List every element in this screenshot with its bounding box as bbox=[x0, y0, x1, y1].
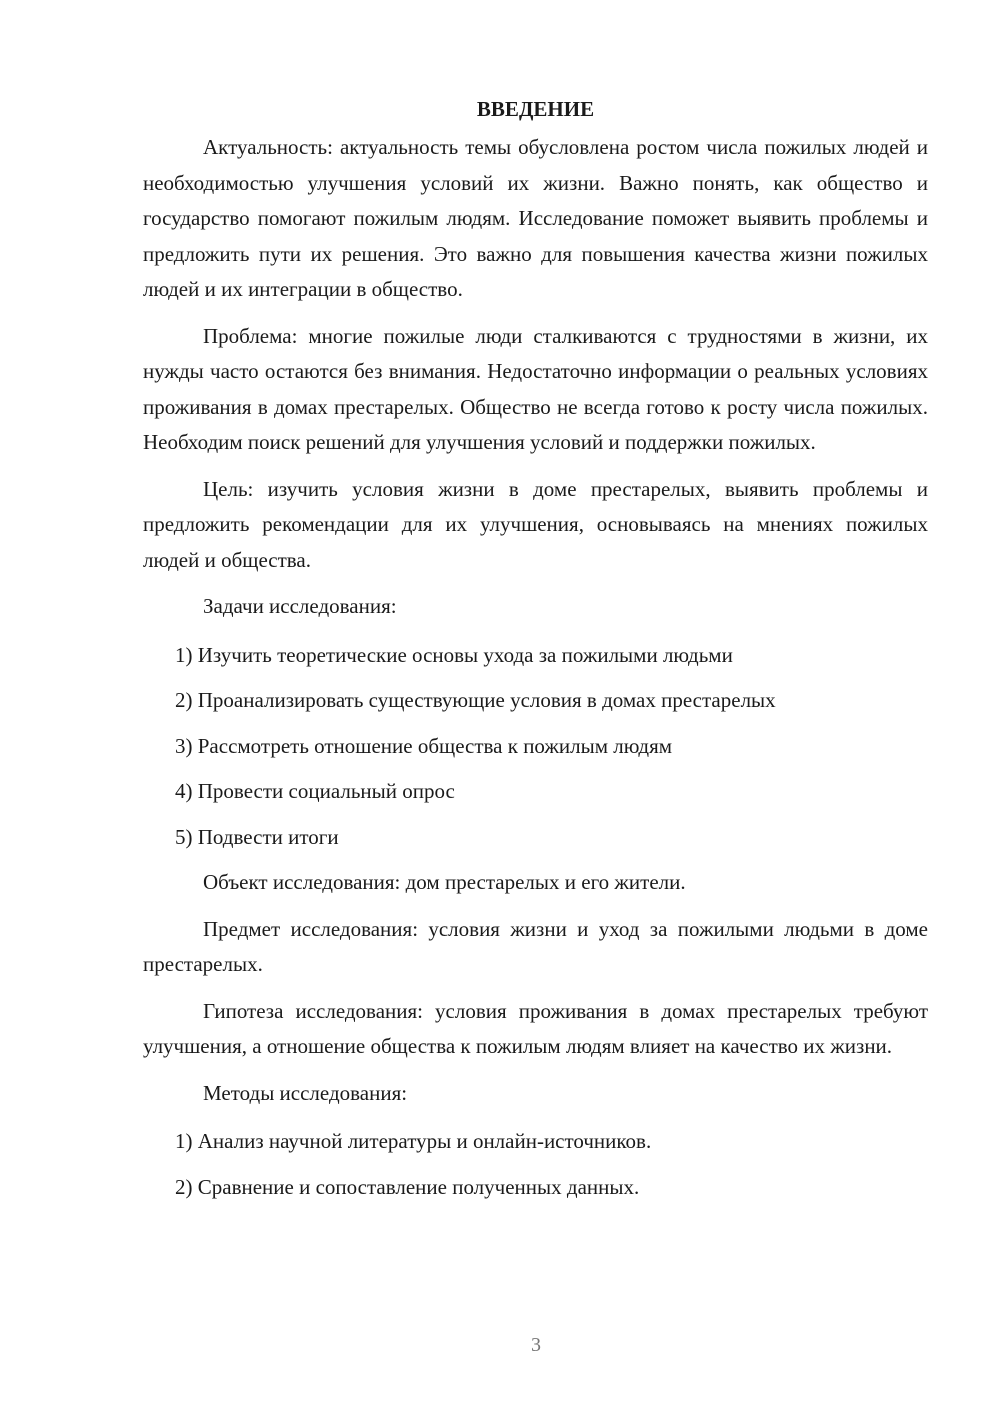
section-title: ВВЕДЕНИЕ bbox=[476, 97, 595, 121]
problem-paragraph: Проблема: многие пожилые люди сталкиваются с трудностями в жизни, их нужды часто остаются без внимания. Недостаточно информации о реальных условиях проживания в домах престарелых. Общество не всегда готово к росту числа пожилых. Необходим поиск решений для улучшения условий и поддержки пожилых. bbox=[143, 323, 928, 454]
methods-heading: Методы исследования: bbox=[203, 1080, 408, 1105]
tasks-list bbox=[143, 638, 928, 856]
page-number: 3 bbox=[531, 1334, 541, 1356]
list-item: 3) Рассмотреть отношение общества к пожилым людям bbox=[175, 733, 673, 758]
methods-list bbox=[143, 1124, 928, 1205]
document-page bbox=[143, 94, 928, 1215]
list-item: 5) Подвести итоги bbox=[175, 824, 339, 849]
list-item: 2) Проанализировать существующие условия в домах престарелых bbox=[175, 688, 776, 712]
actuality-paragraph: Актуальность: актуальность темы обусловлена ростом числа пожилых людей и необходимостью улучшения условий их жизни. Важно понять, как общество и государство помогают пожилым людям. Исследование поможет выявить проблемы и предложить пути их решения. Это важно для повышения качества жизни пожилых людей и их интеграции в общество. bbox=[143, 135, 928, 301]
subject-paragraph: Предмет исследования: условия жизни и уход за пожилыми людьми в доме престарелых. bbox=[143, 916, 928, 976]
hypothesis-paragraph: Гипотеза исследования: условия проживания в домах престарелых требуют улучшения, а отношение общества к пожилым людям влияет на качество их жизни. bbox=[143, 998, 928, 1058]
list-item: 4) Провести социальный опрос bbox=[175, 779, 455, 803]
tasks-heading: Задачи исследования: bbox=[203, 594, 397, 618]
list-item: 1) Изучить теоретические основы ухода за пожилыми людьми bbox=[175, 642, 733, 667]
object-paragraph: Объект исследования: дом престарелых и его жители. bbox=[203, 870, 686, 894]
list-item: 2) Сравнение и сопоставление полученных данных. bbox=[175, 1174, 640, 1199]
goal-paragraph: Цель: изучить условия жизни в доме престарелых, выявить проблемы и предложить рекомендации для их улучшения, основываясь на мнениях пожилых людей и общества. bbox=[143, 476, 928, 572]
list-item: 1) Анализ научной литературы и онлайн-источников. bbox=[175, 1129, 652, 1153]
